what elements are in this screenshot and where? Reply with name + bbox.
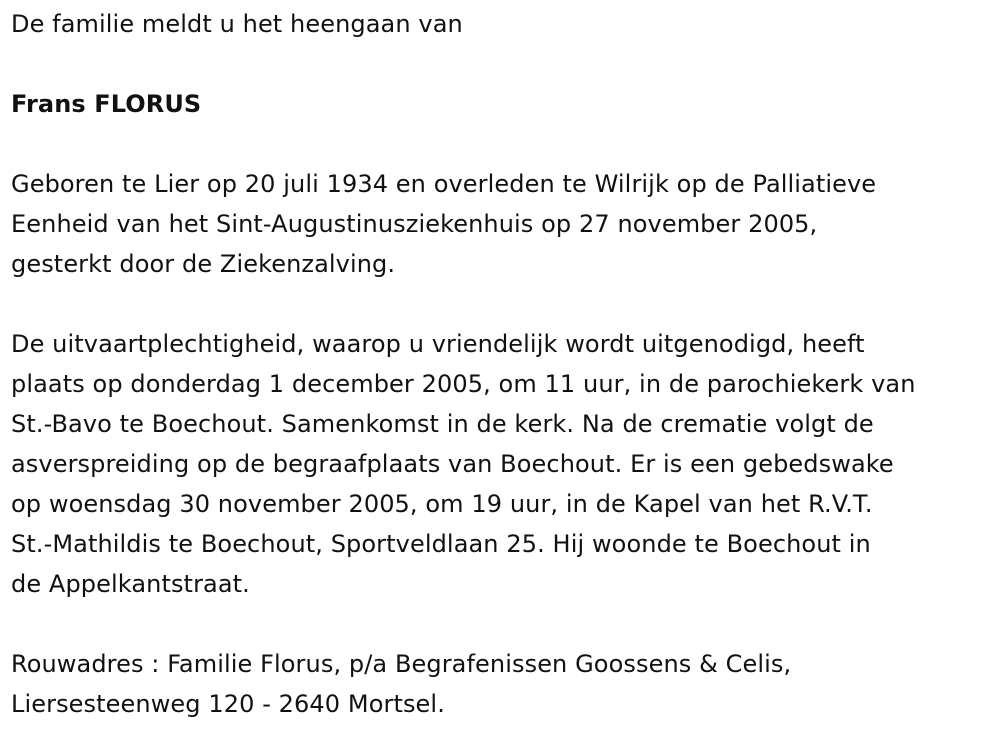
paragraph-line: de Appelkantstraat. bbox=[11, 570, 250, 598]
spacer bbox=[11, 44, 1000, 84]
spacer bbox=[11, 604, 1000, 644]
intro-text: De familie meldt u het heengaan van bbox=[11, 10, 463, 38]
paragraph-line: De uitvaartplechtigheid, waarop u vriendelijk wordt uitgenodigd, heeft bbox=[11, 330, 865, 358]
paragraph-line: asverspreiding op de begraafplaats van Boechout. Er is een gebedswake bbox=[11, 450, 894, 478]
paragraph-line: St.-Mathildis te Boechout, Sportveldlaan 25. Hij woonde te Boechout in bbox=[11, 530, 871, 558]
spacer bbox=[11, 284, 1000, 324]
paragraph-line: op woensdag 30 november 2005, om 19 uur, in de Kapel van het R.V.T. bbox=[11, 490, 873, 518]
paragraph-line: Eenheid van het Sint-Augustinusziekenhuis op 27 november 2005, bbox=[11, 210, 818, 238]
deceased-name: Frans FLORUS bbox=[11, 90, 202, 118]
paragraph-line: Rouwadres : Familie Florus, p/a Begrafenissen Goossens & Celis, bbox=[11, 650, 792, 678]
paragraph-line: Geboren te Lier op 20 juli 1934 en overleden te Wilrijk op de Palliatieve bbox=[11, 170, 877, 198]
birth-death-paragraph bbox=[11, 164, 1000, 284]
address-paragraph bbox=[11, 644, 1000, 724]
paragraph-line: Liersesteenweg 120 - 2640 Mortsel. bbox=[11, 690, 445, 718]
spacer bbox=[11, 124, 1000, 164]
ceremony-paragraph bbox=[11, 324, 1000, 604]
paragraph-line: gesterkt door de Ziekenzalving. bbox=[11, 250, 396, 278]
paragraph-line: plaats op donderdag 1 december 2005, om 11 uur, in de parochiekerk van bbox=[11, 370, 916, 398]
paragraph-line: St.-Bavo te Boechout. Samenkomst in de kerk. Na de crematie volgt de bbox=[11, 410, 874, 438]
